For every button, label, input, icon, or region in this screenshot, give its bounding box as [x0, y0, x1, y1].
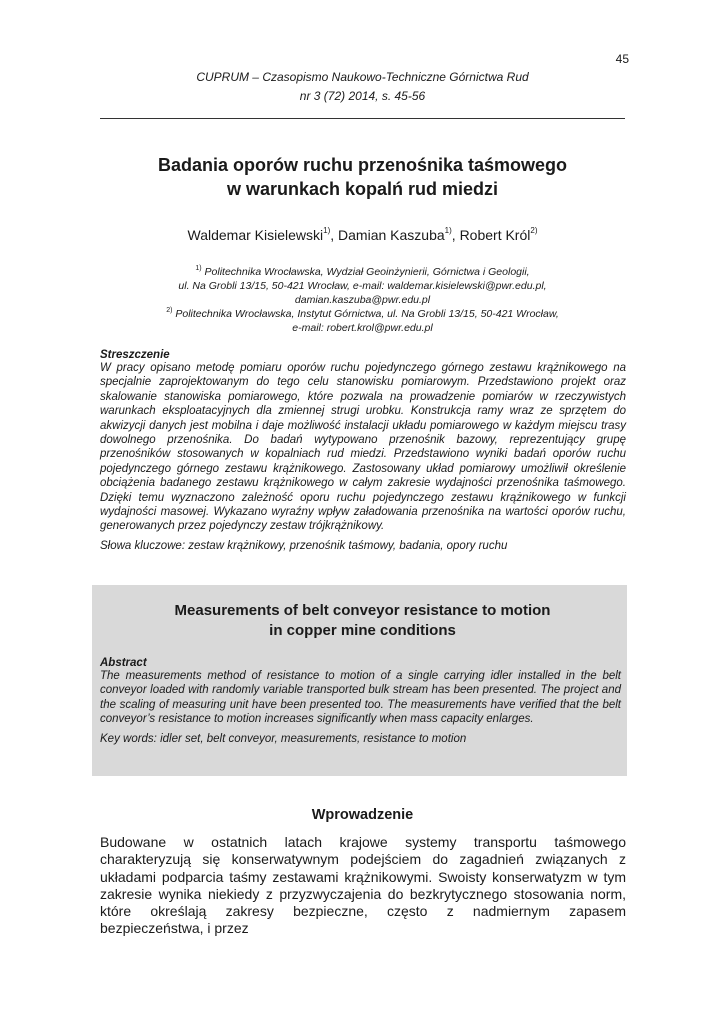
affiliation-line: e-mail: robert.krol@pwr.edu.pl — [292, 322, 433, 334]
english-title-line2: in copper mine conditions — [269, 622, 456, 639]
intro-paragraph: Budowane w ostatnich latach krajowe systemy transportu taśmowego charakteryzują się konserwatywnym podejściem do zagadnień związanych z układami podparcia taśmy zestawami krążnikowymi. Swoisty konserwatyzm w tym zakresie wynika niekiedy z przyzwyczajenia do bezkrytycznego stosowania norm, które określają zakresy bezpieczne, często z nadmiernym zapasem bezpieczeństwa, i przez — [100, 834, 626, 937]
affiliation-line: ul. Na Grobli 13/15, 50-421 Wrocław, e-mail: waldemar.kisielewski@pwr.edu.pl, — [178, 280, 547, 292]
author-name: Robert Król — [459, 227, 531, 243]
affiliation-line: Politechnika Wrocławska, Instytut Górnictwa, ul. Na Grobli 13/15, 50-421 Wrocław, — [175, 308, 559, 320]
slowa-kluczowe: Słowa kluczowe: zestaw krążnikowy, przenośnik taśmowy, badania, opory ruchu — [100, 539, 508, 552]
affiliation-mark: 2) — [166, 307, 173, 314]
paper-title-line1: Badania oporów ruchu przenośnika taśmowego — [157, 155, 568, 175]
page-number: 45 — [615, 52, 629, 66]
streszczenie-section — [100, 349, 626, 552]
author-list — [100, 226, 625, 243]
paper-title — [100, 153, 625, 201]
author-affil-mark: 1) — [323, 226, 331, 235]
english-abstract-section — [100, 657, 621, 745]
author-name: Waldemar Kisielewski — [187, 227, 324, 243]
paper-title-line2: w warunkach kopalń rud miedzi — [226, 179, 499, 199]
english-title — [100, 601, 625, 641]
author-name: Damian Kaszuba — [338, 227, 445, 243]
author-separator: , — [451, 227, 460, 243]
author-affil-mark: 2) — [530, 226, 538, 235]
streszczenie-text: W pracy opisano metodę pomiaru oporów ruchu pojedynczego górnego zestawu krążnikowego na specjalnie zaprojektowanym do tego celu stanowisku pomiarowym. Przedstawiono projekt oraz skalowanie stanowiska pomiarowego, które pozwala na prowadzenie pomiarów w rzeczywistych warunkach eksploatacyjnych dla zmiennej strugi urobku. Konstrukcja ramy wraz ze sprzętem do akwizycji danych jest mobilna i daje możliwość instalacji układu pomiarowego w każdym miejscu trasy dowolnego przenośnika. Do badań wytypowano przenośnik bazowy, reprezentujący grupę przenośników stosowanych w kopalniach rud miedzi. Przedstawiono wyniki badań oporów ruchu pojedynczego górnego zestawu krążnikowego. Zastosowany układ pomiarowy umożliwił określenie obciążenia badanego zestawu krążnikowego w całym zakresie wydajności przenośnika taśmowego. Dzięki temu wyznaczono zależność oporu ruchu pojedynczego zestawu krążnikowego w funkcji wydajności masowej. Wykazano wyraźny wpływ załadowania przenośnika na wartości oporów ruchu, generowanych przez pojedynczy zestaw trójkrążnikowy. — [100, 362, 626, 533]
journal-name: CUPRUM – Czasopismo Naukowo-Techniczne Górnictwa Rud — [196, 70, 529, 84]
header-rule — [100, 118, 625, 119]
journal-issue: nr 3 (72) 2014, s. 45-56 — [299, 89, 426, 103]
affiliation-1 — [100, 262, 625, 307]
affiliation-mark: 1) — [195, 265, 202, 272]
key-words: Key words: idler set, belt conveyor, measurements, resistance to motion — [100, 732, 467, 745]
affiliation-line: Politechnika Wrocławska, Wydział Geoinżynierii, Górnictwa i Geologii, — [204, 266, 530, 278]
english-title-line1: Measurements of belt conveyor resistance to motion — [174, 602, 551, 619]
abstract-text: The measurements method of resistance to motion of a single carrying idler installed in the belt conveyor loaded with randomly variable transported bulk stream has been presented. The project and the scaling of measuring unit have been presented too. The measurements have verified that the belt conveyor’s resistance to motion increases significantly when mass capacity enlarges. — [100, 670, 621, 726]
section-heading: Wprowadzenie — [311, 807, 414, 823]
author-separator: , — [330, 227, 339, 243]
affiliation-2 — [100, 304, 625, 335]
author-affil-mark: 1) — [444, 226, 452, 235]
streszczenie-label: Streszczenie — [100, 349, 170, 361]
affiliation-line: damian.kaszuba@pwr.edu.pl — [294, 294, 431, 306]
abstract-label: Abstract — [100, 657, 147, 669]
